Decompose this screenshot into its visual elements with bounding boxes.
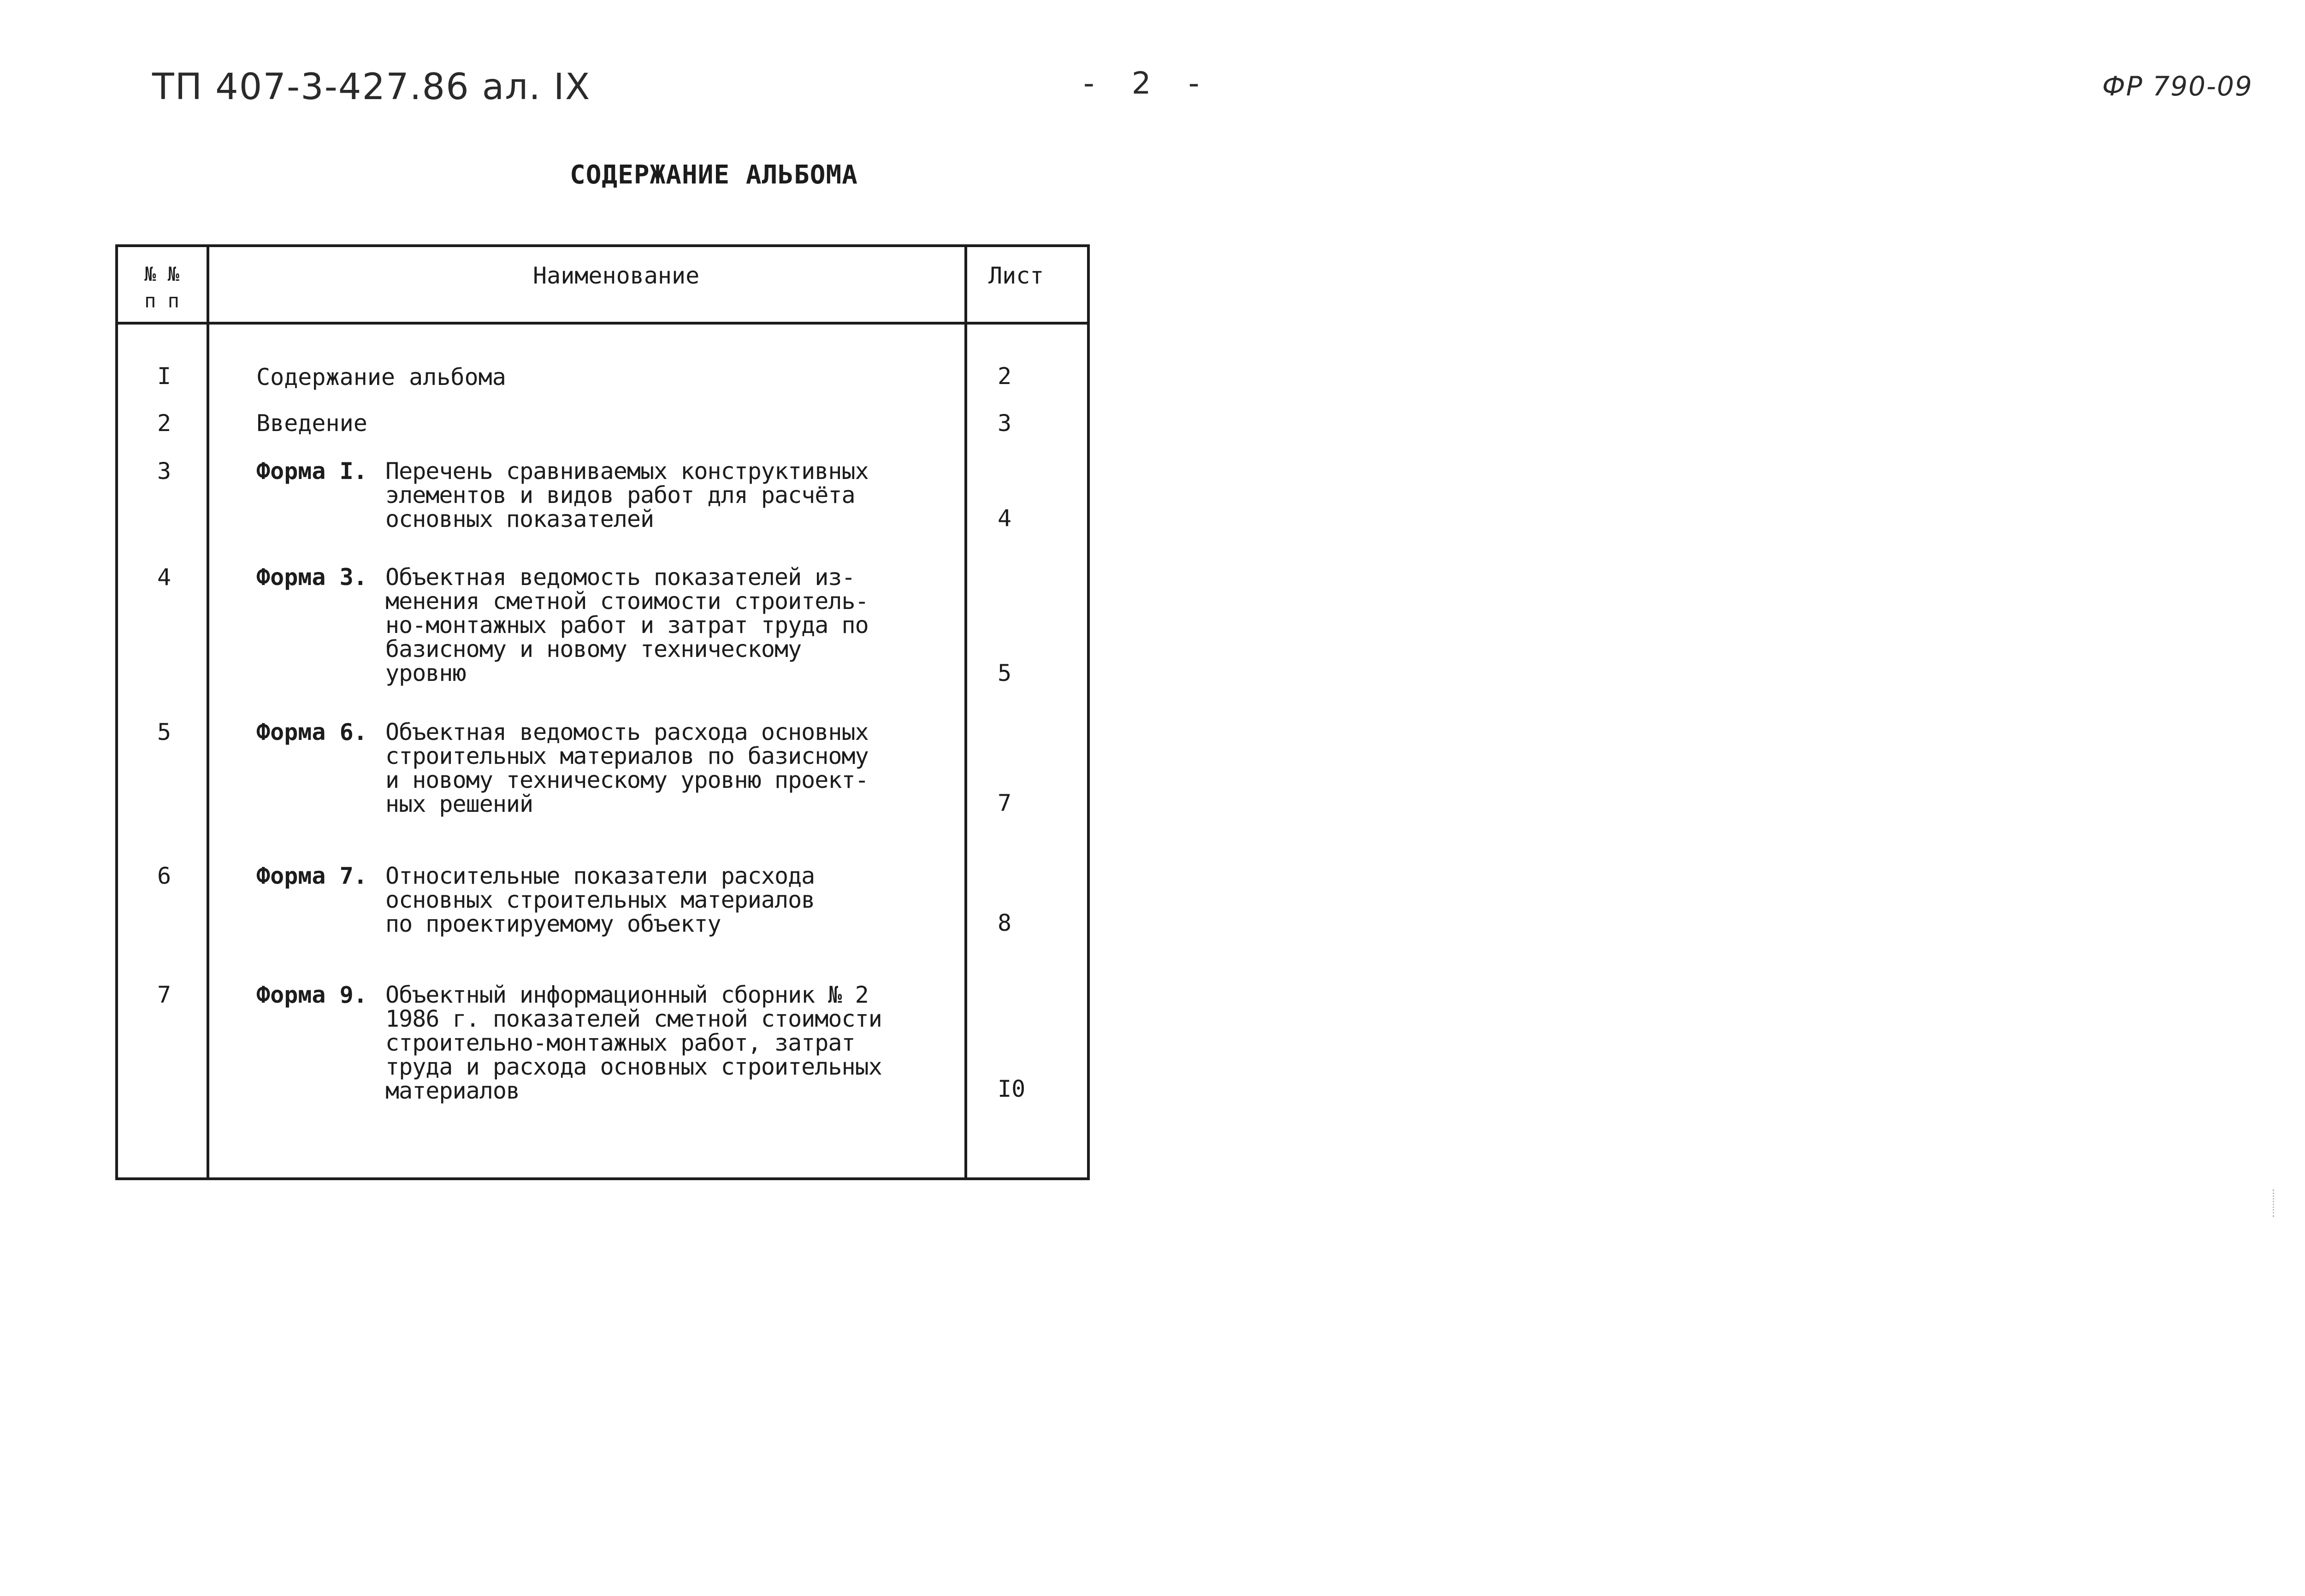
row-title: Введение (256, 410, 367, 437)
row-description: Объектная ведомость показателей из- менения сметной стоимости строитель- но-монтажных работ и затрат труда по базисному и новому техническому уровню (385, 564, 869, 686)
row-description: Объектный информационный сборник № 2 1986 г. показателей сметной стоимости строительно-монтажных работ, затрат труда и расхода основных строительных материалов (385, 981, 882, 1104)
column-divider (964, 247, 967, 1177)
header-divider (118, 322, 1087, 325)
column-divider (207, 247, 209, 1177)
header-name: Наименование (533, 262, 700, 289)
row-number: 5 (157, 719, 171, 745)
row-description: Объектная ведомость расхода основных строительных материалов по базисному и новому техническому уровню проект- ных решений (385, 719, 869, 817)
row-sheet: 8 (998, 910, 1012, 936)
header-number: № № п п (144, 263, 179, 312)
row-sheet: 3 (998, 410, 1012, 437)
header-sheet: Лист (988, 262, 1044, 289)
archive-code: ФР 790-09 (2102, 71, 2253, 102)
row-number: 7 (157, 981, 171, 1008)
row-sheet: 7 (998, 790, 1012, 816)
row-form: Форма 9. (256, 981, 367, 1008)
page-title: СОДЕРЖАНИЕ АЛЬБОМА (570, 160, 858, 190)
row-number: 6 (157, 863, 171, 889)
row-form: Форма 7. (256, 863, 367, 889)
row-form: Форма 6. (256, 719, 367, 745)
row-number: 3 (157, 458, 171, 485)
row-number: 2 (157, 410, 171, 437)
document-code: ТП 407-3-427.86 ал. IX (152, 66, 591, 108)
row-description: Перечень сравниваемых конструктивных элементов и видов работ для расчёта основных показателей (385, 458, 869, 532)
row-form: Форма I. (256, 458, 367, 485)
row-number: I (157, 363, 171, 390)
row-number: 4 (157, 564, 171, 591)
row-form: Форма 3. (256, 564, 367, 591)
scan-artifact (2273, 1189, 2275, 1217)
row-sheet: 4 (998, 505, 1012, 532)
row-sheet: I0 (998, 1076, 1026, 1102)
contents-table (115, 244, 1090, 1180)
row-title: Содержание альбома (256, 364, 506, 390)
row-sheet: 5 (998, 660, 1012, 686)
row-sheet: 2 (998, 363, 1012, 390)
row-description: Относительные показатели расхода основных строительных материалов по проектируемому объекту (385, 863, 815, 937)
page-number: - 2 - (1083, 65, 1213, 101)
